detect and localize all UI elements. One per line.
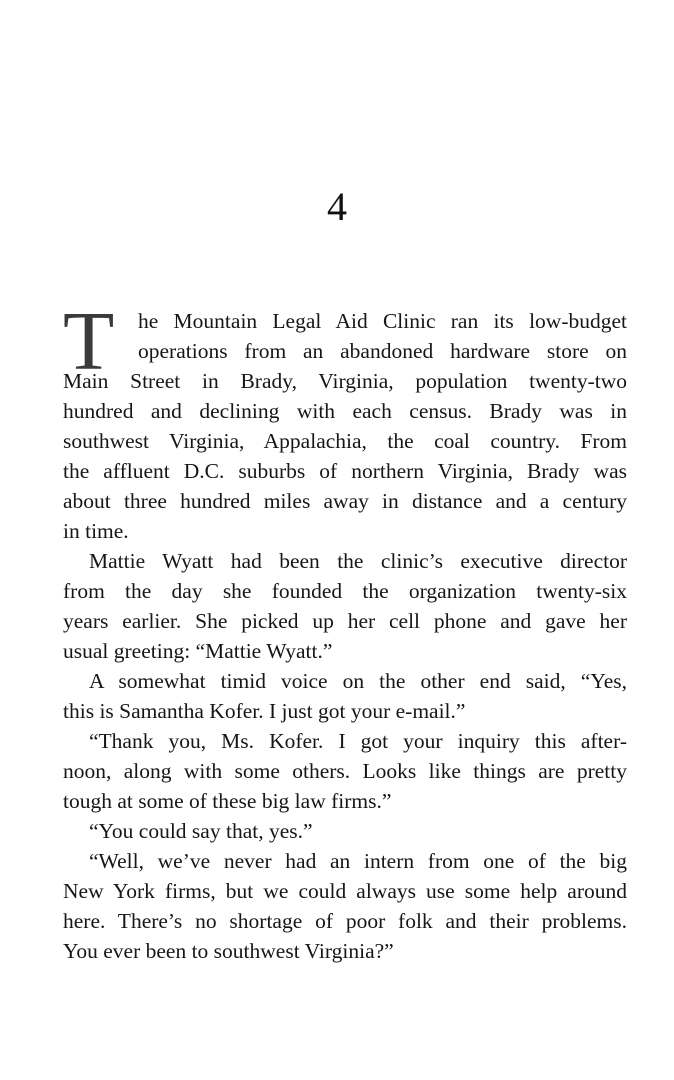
text-line: this is Samantha Kofer. I just got your e-mail.” (63, 699, 466, 723)
text-line: here. There’s no shortage of poor folk and their problems. (63, 909, 627, 933)
chapter-number: 4 (327, 184, 347, 229)
text-line: tough at some of these big law firms.” (63, 789, 392, 813)
text-line: from the day she founded the organization twenty-six (63, 579, 627, 603)
text-line: Main Street in Brady, Virginia, population twenty-two (63, 369, 627, 393)
text-line: A somewhat timid voice on the other end said, “Yes, (89, 669, 627, 693)
chapter-body (63, 295, 627, 966)
drop-cap: T (63, 295, 115, 388)
text-line: New York firms, but we could always use some help around (63, 879, 627, 903)
text-line: years earlier. She picked up her cell phone and gave her (63, 609, 627, 633)
text-line: “You could say that, yes.” (89, 819, 313, 843)
text-line: noon, along with some others. Looks like things are pretty (63, 759, 627, 783)
text-line: operations from an abandoned hardware store on (138, 339, 627, 363)
paragraph (63, 666, 627, 726)
text-line: about three hundred miles away in distance and a century (63, 489, 627, 513)
text-line: southwest Virginia, Appalachia, the coal country. From (63, 429, 627, 453)
text-line: Mattie Wyatt had been the clinic’s executive director (89, 549, 627, 573)
paragraph (63, 846, 627, 966)
paragraph (63, 295, 627, 546)
text-line: in time. (63, 519, 129, 543)
text-line: usual greeting: “Mattie Wyatt.” (63, 639, 333, 663)
text-line: the affluent D.C. suburbs of northern Virginia, Brady was (63, 459, 627, 483)
paragraph (63, 816, 627, 846)
text-line: hundred and declining with each census. Brady was in (63, 399, 627, 423)
text-line: You ever been to southwest Virginia?” (63, 939, 394, 963)
paragraph (63, 726, 627, 816)
text-line: he Mountain Legal Aid Clinic ran its low-budget (138, 309, 627, 333)
text-line: “Thank you, Ms. Kofer. I got your inquiry this after- (89, 729, 627, 753)
paragraph (63, 546, 627, 666)
text-line: “Well, we’ve never had an intern from one of the big (89, 849, 627, 873)
